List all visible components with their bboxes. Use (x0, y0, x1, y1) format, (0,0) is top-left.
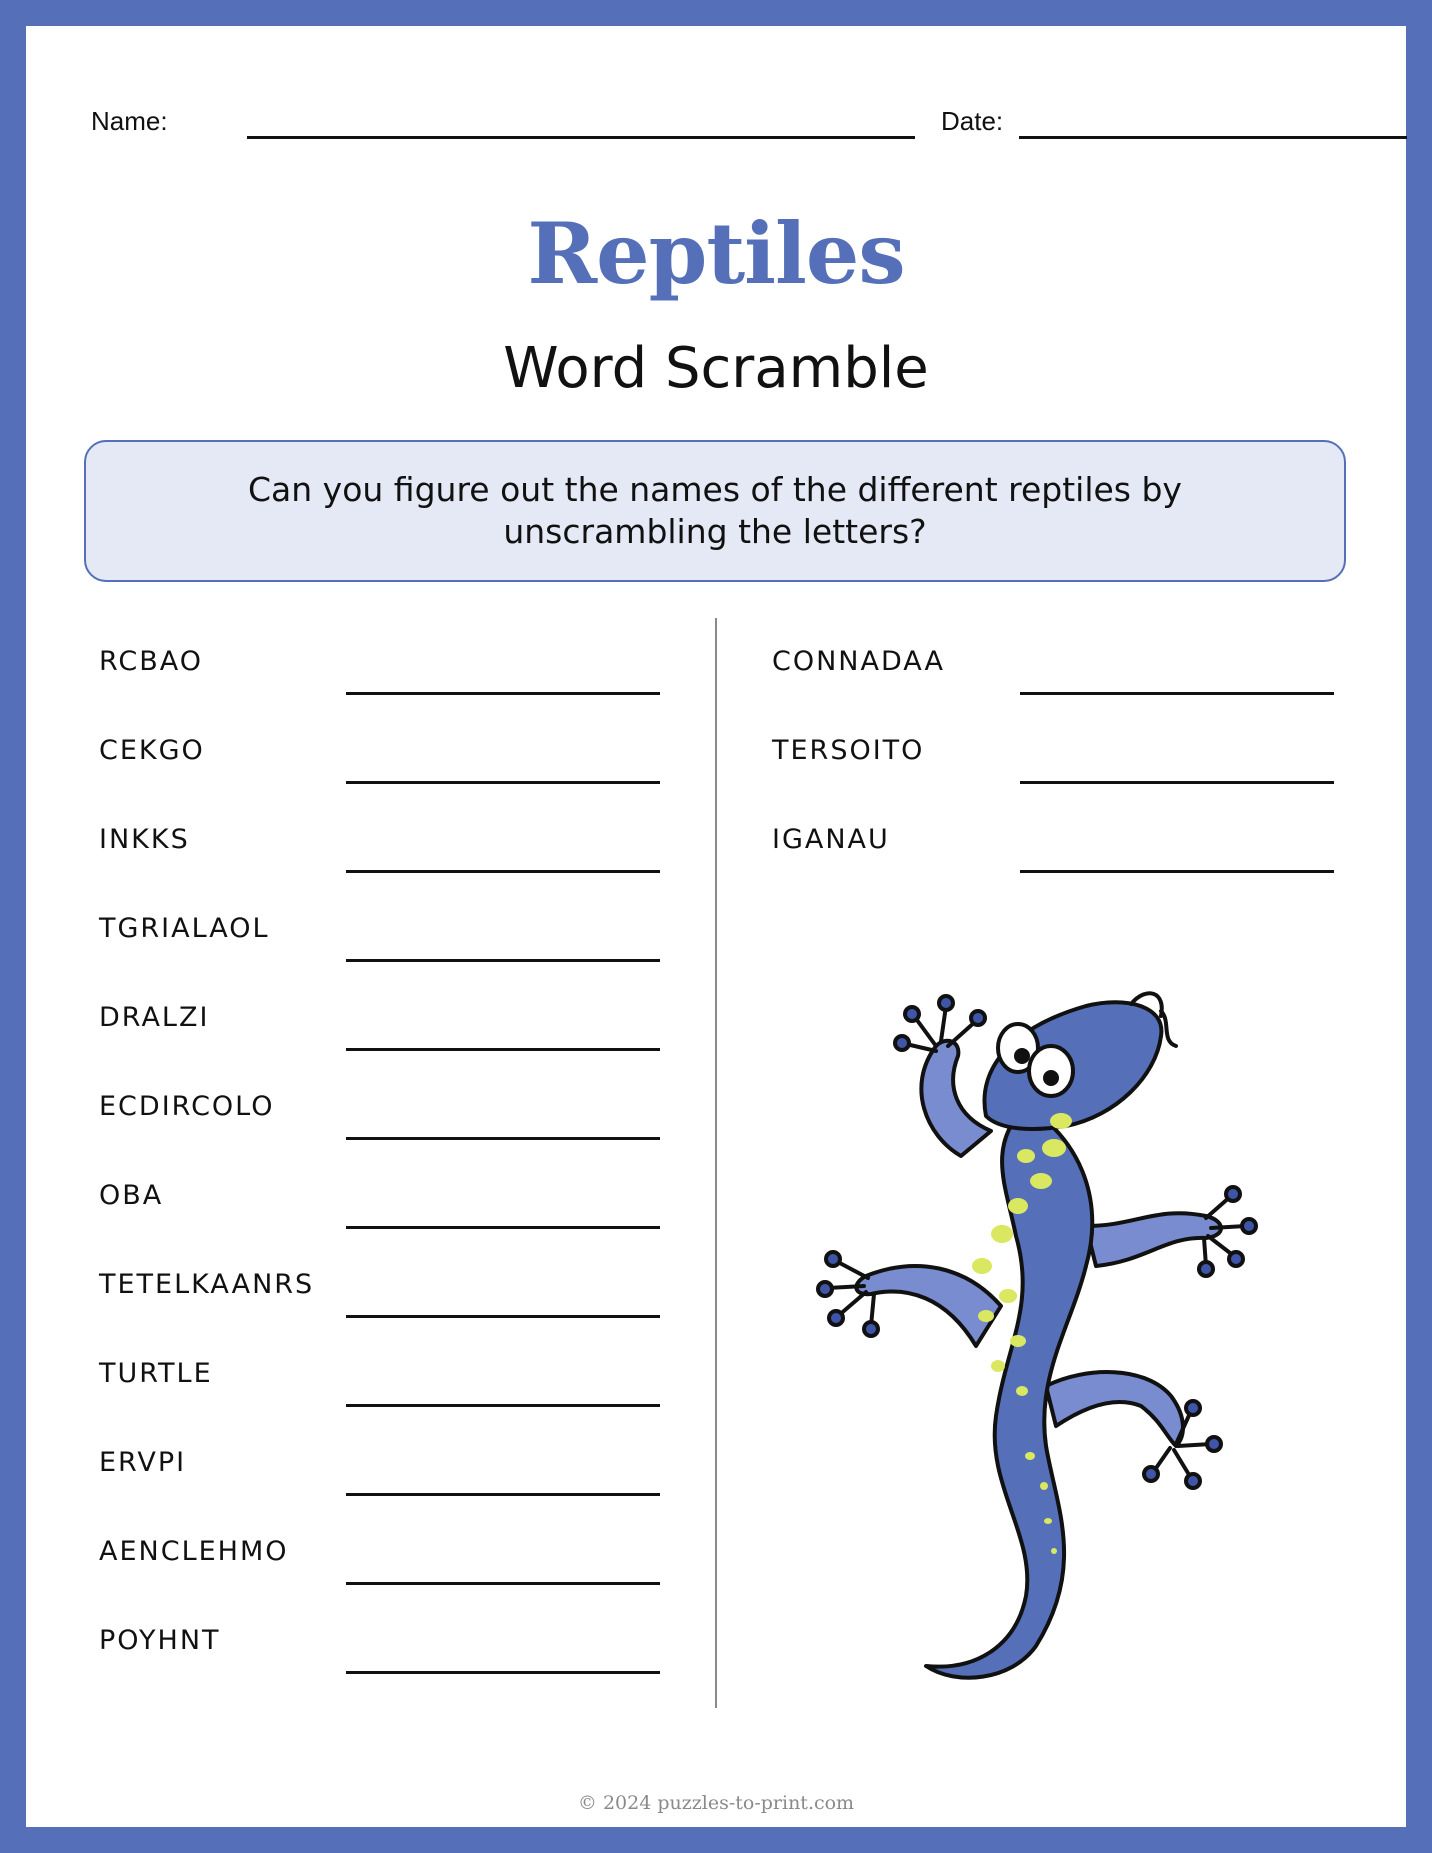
answer-line[interactable] (346, 959, 660, 962)
answer-line[interactable] (346, 1582, 660, 1585)
answer-line[interactable] (346, 692, 660, 695)
scramble-row (772, 824, 1340, 874)
answer-line[interactable] (346, 1048, 660, 1051)
scramble-row (99, 1091, 666, 1141)
scramble-row (99, 1358, 666, 1408)
answer-line[interactable] (1020, 870, 1334, 873)
answer-line[interactable] (1020, 692, 1334, 695)
answer-line[interactable] (346, 1226, 660, 1229)
scramble-row (99, 1269, 666, 1319)
instructions-text: Can you figure out the names of the different reptiles by unscrambling the letters? (248, 470, 1182, 551)
scramble-row (99, 1625, 666, 1675)
name-field[interactable] (247, 136, 915, 139)
scrambled-word: ECDIRCOLO (99, 1091, 275, 1122)
scrambled-word: DRALZI (99, 1002, 210, 1033)
scramble-row (99, 1180, 666, 1230)
answer-line[interactable] (346, 1493, 660, 1496)
scrambled-word: AENCLEHMO (99, 1536, 289, 1567)
instructions-box (84, 440, 1346, 582)
scrambled-word: ERVPI (99, 1447, 187, 1478)
scrambled-word: TERSOITO (772, 735, 925, 766)
answer-line[interactable] (346, 1671, 660, 1674)
column-divider (715, 618, 717, 1708)
page-title: Reptiles (527, 204, 905, 303)
name-date-row (91, 96, 1371, 136)
answer-line[interactable] (346, 1404, 660, 1407)
scramble-row (99, 913, 666, 963)
scramble-row (99, 1447, 666, 1497)
scrambled-word: POYHNT (99, 1625, 221, 1656)
date-label: Date: (941, 106, 1004, 136)
scrambled-word: TURTLE (99, 1358, 213, 1389)
scrambled-word: INKKS (99, 824, 190, 855)
answer-line[interactable] (346, 1315, 660, 1318)
name-label: Name: (91, 106, 168, 136)
lizard-icon (786, 966, 1346, 1706)
answer-line[interactable] (346, 1137, 660, 1140)
scrambled-word: CEKGO (99, 735, 205, 766)
answer-line[interactable] (1020, 781, 1334, 784)
date-field[interactable] (1019, 136, 1407, 139)
scramble-row (99, 824, 666, 874)
worksheet-page (26, 26, 1406, 1827)
scramble-row (99, 1002, 666, 1052)
scrambled-word: RCBAO (99, 646, 204, 677)
scramble-row (772, 735, 1340, 785)
answer-line[interactable] (346, 781, 660, 784)
page-subtitle: Word Scramble (503, 336, 929, 401)
scramble-row (99, 1536, 666, 1586)
copyright-footer: © 2024 puzzles-to-print.com (577, 1792, 855, 1814)
scrambled-word: CONNADAA (772, 646, 945, 677)
scrambled-word: OBA (99, 1180, 164, 1211)
scramble-row (772, 646, 1340, 696)
scrambled-word: IGANAU (772, 824, 890, 855)
answer-line[interactable] (346, 870, 660, 873)
scrambled-word: TETELKAANRS (99, 1269, 315, 1300)
scrambled-word: TGRIALAOL (99, 913, 270, 944)
scramble-row (99, 646, 666, 696)
scramble-row (99, 735, 666, 785)
